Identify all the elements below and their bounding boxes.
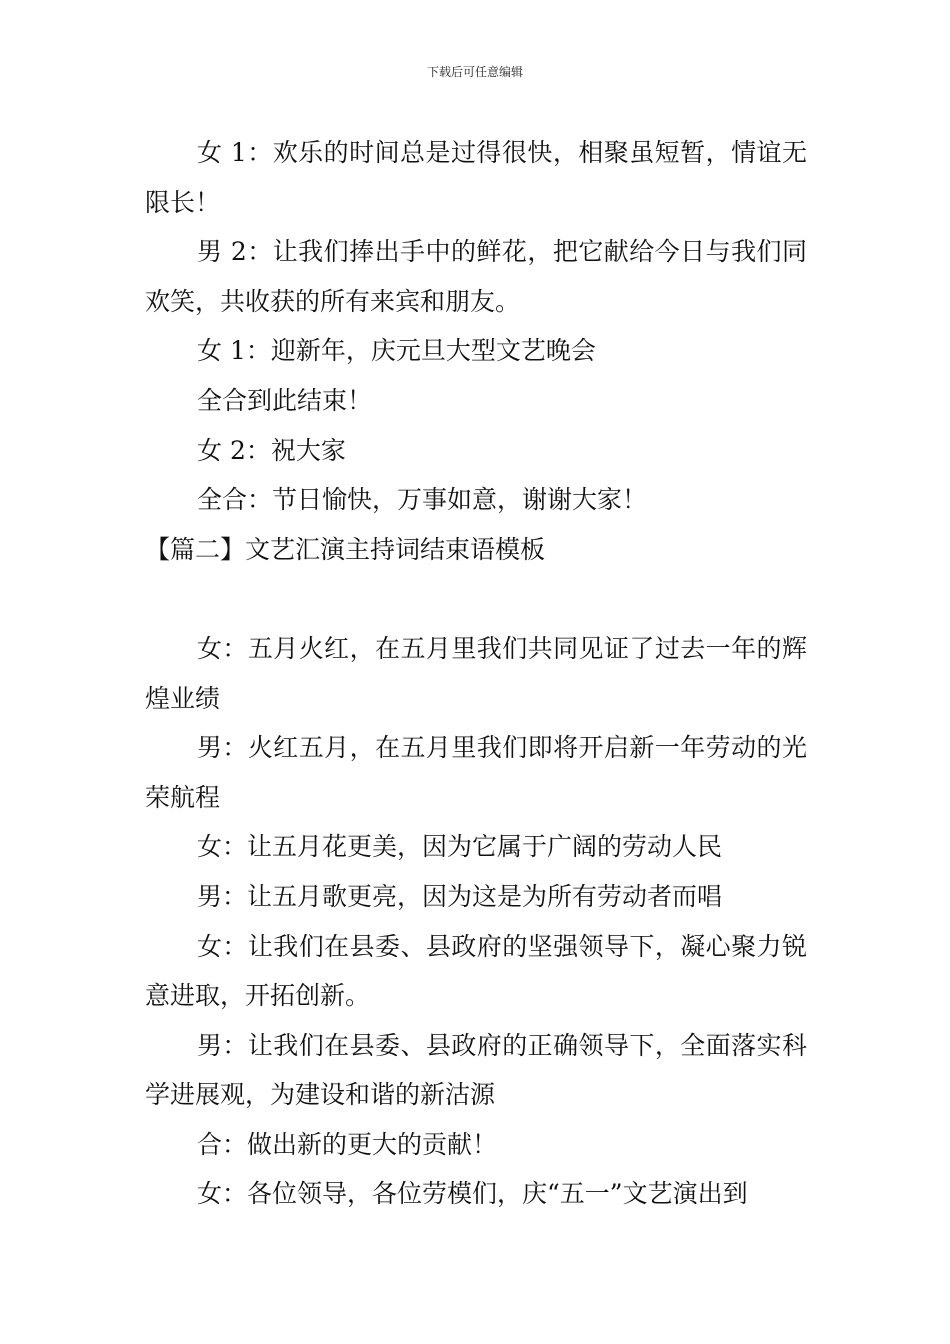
paragraph: 女 1：迎新年，庆元旦大型文艺晚会 (197, 336, 596, 366)
paragraph: 女：各位领导，各位劳模们，庆“五一”文艺演出到 (197, 1179, 748, 1209)
paragraph: 女：五月火红，在五月里我们共同见证了过去一年的辉煌业绩 (145, 633, 807, 713)
paragraph: 男：让五月歌更亮，因为这是为所有劳动者而唱 (197, 881, 723, 911)
paragraph: 合：做出新的更大的贡献！ (197, 1129, 498, 1159)
paragraph: 女 2：祝大家 (197, 435, 346, 465)
paragraph: 女：让五月花更美，因为它属于广阔的劳动人民 (197, 832, 723, 862)
document-body (145, 128, 807, 1219)
paragraph: 男：让我们在县委、县政府的正确领导下，全面落实科学进展观，为建设和谐的新沽源 (145, 1030, 807, 1110)
paragraph: 男 2：让我们捧出手中的鲜花，把它献给今日与我们同欢笑，共收获的所有来宾和朋友。 (145, 237, 807, 316)
paragraph: 女 1：欢乐的时间总是过得很快，相聚虽短暂，情谊无限长！ (145, 138, 807, 217)
page-header-note: 下载后可任意编辑 (426, 65, 523, 79)
blank-line (145, 574, 807, 624)
section-heading: 【篇二】文艺汇演主持词结束语模板 (145, 534, 546, 564)
paragraph: 全合：节日愉快，万事如意，谢谢大家！ (197, 485, 648, 515)
paragraph: 男：火红五月，在五月里我们即将开启新一年劳动的光荣航程 (145, 733, 807, 812)
paragraph: 全合到此结束！ (197, 385, 373, 415)
paragraph: 女：让我们在县委、县政府的坚强领导下，凝心聚力锐意进取，开拓创新。 (145, 931, 807, 1011)
